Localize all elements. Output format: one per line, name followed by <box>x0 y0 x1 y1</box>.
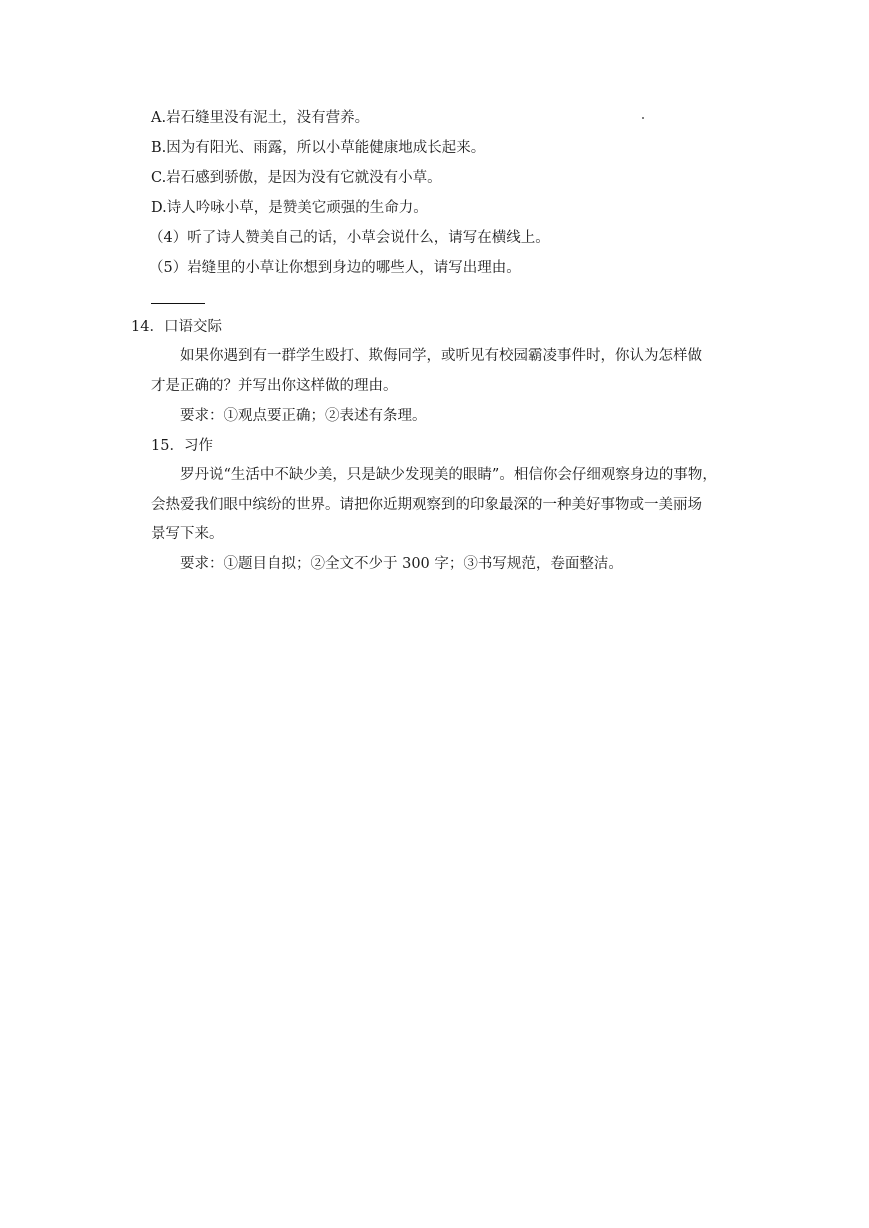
answer-underline <box>151 303 205 304</box>
q14-requirement: 要求：①观点要正确；②表述有条理。 <box>180 408 427 424</box>
q13-option-d: D.诗人吟咏小草，是赞美它顽强的生命力。 <box>151 200 428 216</box>
q14-body-line-1: 如果你遇到有一群学生殴打、欺侮同学，或听见有校园霸凌事件时，你认为怎样做 <box>180 348 702 364</box>
q15-body-line-2: 会热爱我们眼中缤纷的世界。请把你近期观察到的印象最深的一种美好事物或一美丽场 <box>151 497 702 513</box>
q13-option-a: A.岩石缝里没有泥土，没有营养。 <box>151 110 370 126</box>
q14-body-line-2: 才是正确的？并写出你这样做的理由。 <box>151 378 398 394</box>
q15-body-line-3: 景写下来。 <box>151 526 224 542</box>
q13-option-c: C.岩石感到骄傲，是因为没有它就没有小草。 <box>151 170 442 186</box>
q13-subquestion-4: （4）听了诗人赞美自己的话，小草会说什么，请写在横线上。 <box>149 230 550 246</box>
q14-heading: 14．口语交际 <box>131 319 222 335</box>
q15-body-line-1: 罗丹说“生活中不缺少美，只是缺少发现美的眼睛”。相信你会仔细观察身边的事物， <box>180 467 717 483</box>
q13-subquestion-5: （5）岩缝里的小草让你想到身边的哪些人，请写出理由。 <box>149 260 521 276</box>
q15-requirement: 要求：①题目自拟；②全文不少于 300 字；③书写规范，卷面整洁。 <box>180 556 623 572</box>
stray-dot <box>642 117 644 119</box>
q13-option-b: B.因为有阳光、雨露，所以小草能健康地成长起来。 <box>151 140 486 156</box>
q15-heading: 15．习作 <box>151 438 213 454</box>
